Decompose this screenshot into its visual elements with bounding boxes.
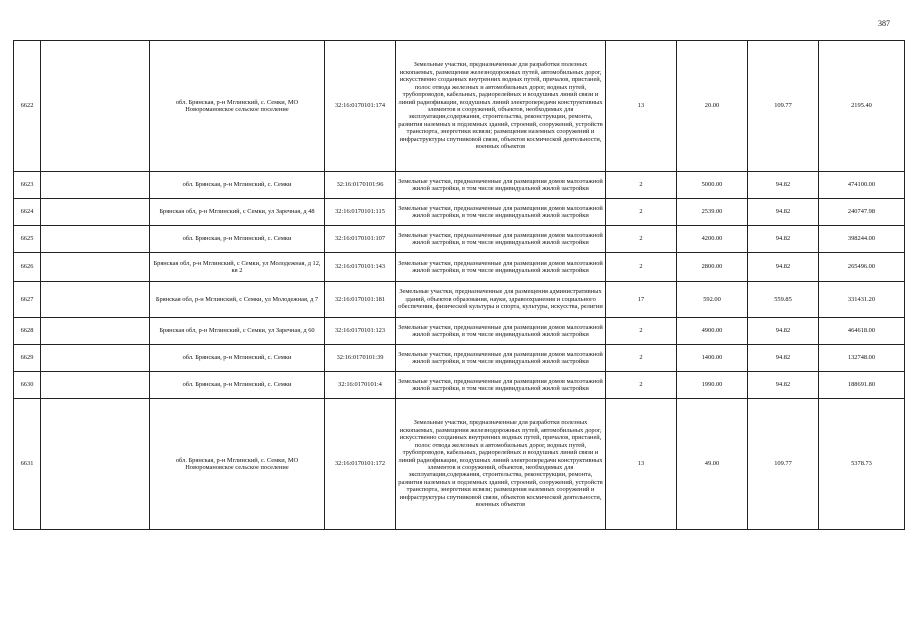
address-cell: обл. Брянская, р-н Мглинский, с. Семки, МО Новоромановское сельское поселение	[150, 399, 325, 530]
cadastral-value-cell: 398244.00	[819, 226, 905, 253]
area-cell: 4900.00	[677, 318, 748, 345]
page-number: 387	[878, 19, 890, 28]
table-row	[14, 372, 905, 399]
address-cell: обл. Брянская, р-н Мглинский, с. Семки	[150, 345, 325, 372]
address-cell: обл. Брянская, р-н Мглинский, с. Семки, МО Новоромановское сельское поселение	[150, 41, 325, 172]
cadastral-value-cell: 2195.40	[819, 41, 905, 172]
table-row	[14, 345, 905, 372]
empty-cell	[41, 226, 150, 253]
table-row	[14, 399, 905, 530]
land-purpose-cell: Земельные участки, предназначенные для размещения домов малоэтажной жилой застройки, в том числе индивидуальной жилой застройки	[396, 199, 606, 226]
empty-cell	[41, 372, 150, 399]
rate-cell: 109.77	[748, 399, 819, 530]
rate-cell: 94.82	[748, 199, 819, 226]
cadastral-number-cell: 32:16:0170101:115	[325, 199, 396, 226]
row-number: 6628	[14, 318, 41, 345]
land-purpose-cell: Земельные участки, предназначенные для размещения домов малоэтажной жилой застройки, в том числе индивидуальной жилой застройки	[396, 345, 606, 372]
address-cell: Брянская обл, р-н Мглинский, с Семки, ул Молодежная, д 12, кв 2	[150, 253, 325, 282]
row-number: 6622	[14, 41, 41, 172]
group-cell: 13	[606, 399, 677, 530]
cadastral-number-cell: 32:16:0170101:107	[325, 226, 396, 253]
cadastral-value-cell: 132748.00	[819, 345, 905, 372]
row-number: 6629	[14, 345, 41, 372]
cadastral-number-cell: 32:16:0170101:96	[325, 172, 396, 199]
group-cell: 2	[606, 345, 677, 372]
row-number: 6624	[14, 199, 41, 226]
cadastral-value-cell: 240747.98	[819, 199, 905, 226]
cadastral-value-cell: 464618.00	[819, 318, 905, 345]
land-purpose-cell: Земельные участки, предназначенные для размещения административных зданий, объектов образования, науки, здравоохранения и социального обеспечения, физической культуры и спорта, культуры, искусства, религии	[396, 282, 606, 318]
group-cell: 2	[606, 372, 677, 399]
table-row	[14, 226, 905, 253]
land-purpose-cell: Земельные участки, предназначенные для размещения домов малоэтажной жилой застройки, в том числе индивидуальной жилой застройки	[396, 372, 606, 399]
empty-cell	[41, 41, 150, 172]
table-row	[14, 318, 905, 345]
area-cell: 2539.00	[677, 199, 748, 226]
rate-cell: 109.77	[748, 41, 819, 172]
area-cell: 20.00	[677, 41, 748, 172]
cadastral-number-cell: 32:16:0170101:123	[325, 318, 396, 345]
land-purpose-cell: Земельные участки, предназначенные для разработки полезных ископаемых, размещения железнодорожных путей, автомобильных дорог, искусственно созданных внутренних водных путей, причалов, пристаней, полос отвода железных и автомобильных дорог, водных путей, трубопроводов, кабельных, радиорелейных и воздушных линий связи и линий радиофикации, воздушных линий электропередачи конструктивных элементов и сооружений, объектов, необходимых для эксплуатации,содержания, строительства, реконструкции, ремонта, развития наземных и подземных зданий, строений, сооружений, устройств транспорта, энергетики исвязи; размещения наземных сооружений и инфраструктуры спутниковой связи, объектов космической деятельности, военных объектов	[396, 399, 606, 530]
address-cell: обл. Брянская, р-н Мглинский, с. Семки	[150, 372, 325, 399]
row-number: 6625	[14, 226, 41, 253]
group-cell: 2	[606, 226, 677, 253]
cadastral-value-cell: 188691.80	[819, 372, 905, 399]
cadastral-number-cell: 32:16:0170101:174	[325, 41, 396, 172]
address-cell: обл. Брянская, р-н Мглинский, с. Семки	[150, 226, 325, 253]
row-number: 6631	[14, 399, 41, 530]
empty-cell	[41, 199, 150, 226]
empty-cell	[41, 399, 150, 530]
table-row	[14, 172, 905, 199]
rate-cell: 94.82	[748, 253, 819, 282]
address-cell: Брянская обл, р-н Мглинский, с Семки, ул Заречная, д 60	[150, 318, 325, 345]
rate-cell: 94.82	[748, 318, 819, 345]
empty-cell	[41, 282, 150, 318]
group-cell: 2	[606, 172, 677, 199]
table-row	[14, 41, 905, 172]
empty-cell	[41, 318, 150, 345]
cadastral-value-cell: 474100.00	[819, 172, 905, 199]
cadastral-number-cell: 32:16:0170101:181	[325, 282, 396, 318]
address-cell: Брянская обл, р-н Мглинский, с Семки, ул Молодежная, д 7	[150, 282, 325, 318]
row-number: 6623	[14, 172, 41, 199]
area-cell: 2800.00	[677, 253, 748, 282]
cadastral-number-cell: 32:16:0170101:143	[325, 253, 396, 282]
cadastral-value-cell: 5378.73	[819, 399, 905, 530]
area-cell: 592.00	[677, 282, 748, 318]
land-purpose-cell: Земельные участки, предназначенные для размещения домов малоэтажной жилой застройки, в том числе индивидуальной жилой застройки	[396, 226, 606, 253]
rate-cell: 94.82	[748, 226, 819, 253]
land-purpose-cell: Земельные участки, предназначенные для размещения домов малоэтажной жилой застройки, в том числе индивидуальной жилой застройки	[396, 172, 606, 199]
table-row	[14, 282, 905, 318]
address-cell: обл. Брянская, р-н Мглинский, с. Семки	[150, 172, 325, 199]
area-cell: 1400.00	[677, 345, 748, 372]
group-cell: 2	[606, 199, 677, 226]
empty-cell	[41, 253, 150, 282]
cadastral-value-cell: 331431.20	[819, 282, 905, 318]
area-cell: 49.00	[677, 399, 748, 530]
group-cell: 2	[606, 253, 677, 282]
group-cell: 17	[606, 282, 677, 318]
cadastral-number-cell: 32:16:0170101:4	[325, 372, 396, 399]
cadastral-number-cell: 32:16:0170101:172	[325, 399, 396, 530]
rate-cell: 94.82	[748, 172, 819, 199]
rate-cell: 94.82	[748, 345, 819, 372]
cadastral-value-cell: 265496.00	[819, 253, 905, 282]
empty-cell	[41, 172, 150, 199]
empty-cell	[41, 345, 150, 372]
land-purpose-cell: Земельные участки, предназначенные для размещения домов малоэтажной жилой застройки, в том числе индивидуальной жилой застройки	[396, 253, 606, 282]
table-row	[14, 253, 905, 282]
area-cell: 1990.00	[677, 372, 748, 399]
rate-cell: 559.85	[748, 282, 819, 318]
row-number: 6630	[14, 372, 41, 399]
land-purpose-cell: Земельные участки, предназначенные для разработки полезных ископаемых, размещения железнодорожных путей, автомобильных дорог, искусственно созданных внутренних водных путей, причалов, пристаней, полос отвода железных и автомобильных дорог, водных путей, трубопроводов, кабельных, радиорелейных и воздушных линий связи и линий радиофикации, воздушных линий электропередачи конструктивных элементов и сооружений, объектов, необходимых для эксплуатации,содержания, строительства, реконструкции, ремонта, развития наземных и подземных зданий, строений, сооружений, устройств транспорта, энергетики исвязи; размещения наземных сооружений и инфраструктуры спутниковой связи, объектов космической деятельности, военных объектов	[396, 41, 606, 172]
address-cell: Брянская обл, р-н Мглинский, с Семки, ул Заречная, д 48	[150, 199, 325, 226]
rate-cell: 94.82	[748, 372, 819, 399]
area-cell: 4200.00	[677, 226, 748, 253]
cadastral-number-cell: 32:16:0170101:39	[325, 345, 396, 372]
land-registry-table	[13, 40, 905, 530]
row-number: 6627	[14, 282, 41, 318]
group-cell: 13	[606, 41, 677, 172]
row-number: 6626	[14, 253, 41, 282]
group-cell: 2	[606, 318, 677, 345]
table-row	[14, 199, 905, 226]
land-purpose-cell: Земельные участки, предназначенные для размещения домов малоэтажной жилой застройки, в том числе индивидуальной жилой застройки	[396, 318, 606, 345]
area-cell: 5000.00	[677, 172, 748, 199]
